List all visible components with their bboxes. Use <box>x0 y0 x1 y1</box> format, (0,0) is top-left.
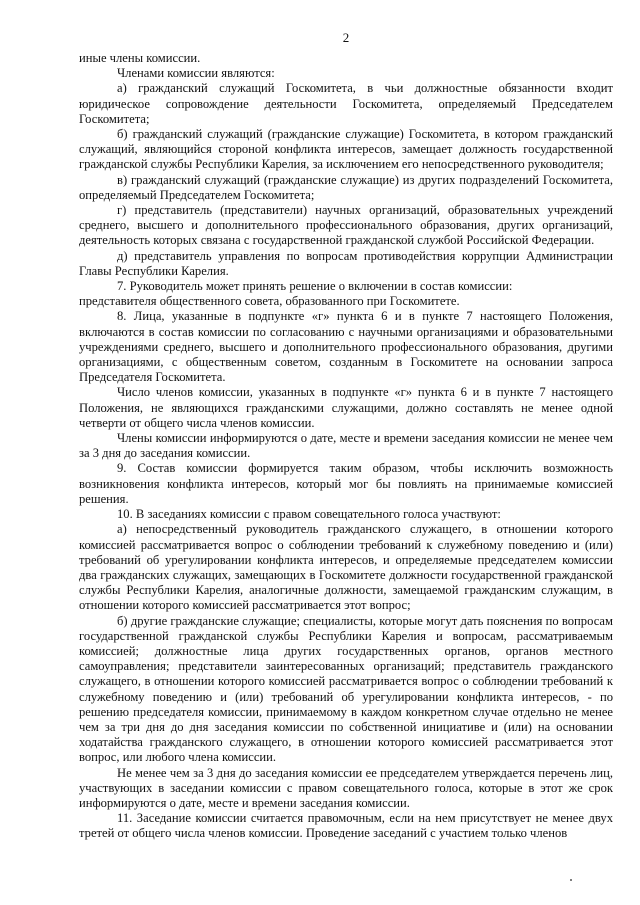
paragraph: 11. Заседание комиссии считается правомочным, если на нем присутствует не менее двух третей от общего числа членов комиссии. Проведение заседаний с участием только членов <box>79 811 613 841</box>
paragraph: представителя общественного совета, образованного при Госкомитете. <box>79 294 460 309</box>
document-body <box>79 51 613 842</box>
paragraph: Членами комиссии являются: <box>117 66 275 81</box>
paragraph: Не менее чем за 3 дня до заседания комиссии ее председателем утверждается перечень лиц, участвующих в заседании комиссии с правом совещательного голоса, которые в этот же срок информируются о дате, месте и времени заседания комиссии. <box>79 765 613 810</box>
paragraph: 10. В заседаниях комиссии с правом совещательного голоса участвуют: <box>117 507 501 522</box>
paragraph: Члены комиссии информируются о дате, месте и времени заседания комиссии не менее чем за 3 дня до заседания комиссии. <box>79 431 613 461</box>
paragraph: 9. Состав комиссии формируется таким образом, чтобы исключить возможность возникновения конфликта интересов, который мог бы повлиять на принимаемые комиссией решения. <box>79 461 613 506</box>
paragraph: в) гражданский служащий (гражданские служащие) из других подразделений Госкомитета, определяемый Председателем Госкомитета; <box>79 172 613 202</box>
paragraph: а) гражданский служащий Госкомитета, в чьи должностные обязанности входит юридическое сопровождение деятельности Госкомитета, определяемый Председателем Госкомитета; <box>79 81 613 126</box>
paragraph: б) гражданский служащий (гражданские служащие) Госкомитета, в котором гражданский служащий, являющийся стороной конфликта интересов, замещает должность государственной гражданской службы Республики Карелия, за исключением его непосредственного руководителя; <box>79 127 613 172</box>
paragraph: 7. Руководитель может принять решение о включении в состав комиссии: <box>117 279 513 294</box>
paragraph: б) другие гражданские служащие; специалисты, которые могут дать пояснения по вопросам государственной гражданской службы Республики Карелия и вопросам, рассматриваемым комиссией; должностные лица других государственных органов, органов местного самоуправления; представители заинтересованных организаций; представитель гражданского служащего, в отношении которого комиссией рассматривается вопрос о соблюдении требований к служебному поведению и (или) требований об урегулировании конфликта интересов, - по решению председателя комиссии, принимаемому в каждом конкретном случае отдельно не менее чем за три дня до дня заседания комиссии по собственной инициативе и (или) на основании ходатайства гражданского служащего, в отношении которого комиссией рассматривается этот вопрос, или любого члена комиссии. <box>79 613 613 765</box>
page-number: 2 <box>342 30 350 45</box>
scan-speck <box>570 879 572 881</box>
paragraph: д) представитель управления по вопросам противодействия коррупции Администрации Главы Республики Карелия. <box>79 248 613 278</box>
paragraph: Число членов комиссии, указанных в подпункте «г» пункта 6 и в пункте 7 настоящего Положения, не являющихся гражданскими служащими, должно составлять не менее одной четверти от общего числа членов комиссии. <box>79 385 613 430</box>
paragraph: г) представитель (представители) научных организаций, образовательных учреждений среднего, высшего и дополнительного профессионального образования, других организаций, деятельность которых связана с государственной гражданской службой Российской Федерации. <box>79 203 613 248</box>
document-page <box>79 30 613 842</box>
paragraph: 8. Лица, указанные в подпункте «г» пункта 6 и в пункте 7 настоящего Положения, включаются в состав комиссии по согласованию с научными организациями и образовательными учреждениями среднего, высшего и дополнительного профессионального образования, другими организациями, с общественным советом, созданным в Госкомитете на основании запроса Председателя Госкомитета. <box>79 309 613 385</box>
paragraph: иные члены комиссии. <box>79 51 201 65</box>
paragraph: а) непосредственный руководитель гражданского служащего, в отношении которого комиссией рассматривается вопрос о соблюдении требований к служебному поведению и (или) требований об урегулировании конфликта интересов, и определяемые председателем комиссии два гражданских служащих, замещающих в Госкомитете должности государственной гражданской службы Республики Карелия, аналогичные должности, замещаемой гражданским служащим, в отношении которого комиссией рассматривается этот вопрос; <box>79 522 613 613</box>
